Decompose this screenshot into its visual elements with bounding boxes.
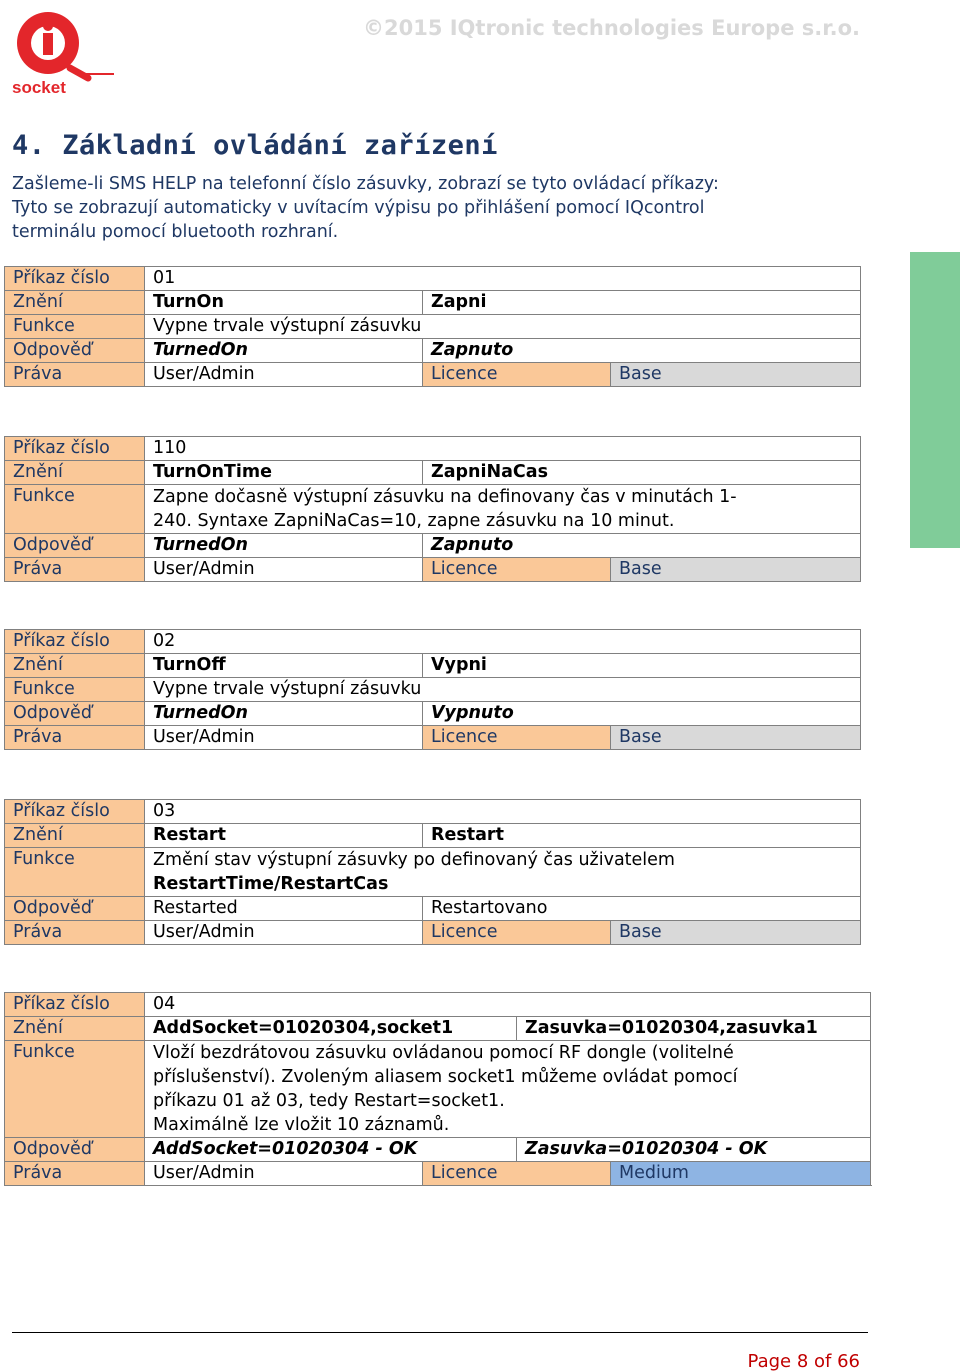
- label-syntax: Znění: [5, 654, 145, 678]
- label-function: Funkce: [5, 1041, 145, 1138]
- rights-user: User/Admin: [145, 726, 423, 750]
- syntax-cz: Zapni: [423, 291, 861, 315]
- rights-licence: Licence: [423, 363, 611, 387]
- reply-en: TurnedOn: [145, 534, 423, 558]
- intro-text: [12, 172, 892, 244]
- label-cmd: Příkaz číslo: [5, 630, 145, 654]
- rights-level: Base: [611, 363, 861, 387]
- intro-line: terminálu pomocí bluetooth rozhraní.: [12, 222, 339, 242]
- syntax-en: TurnOnTime: [145, 461, 423, 485]
- label-function: Funkce: [5, 678, 145, 702]
- command-table: [4, 799, 861, 945]
- syntax-cz: Zasuvka=01020304,zasuvka1: [517, 1017, 871, 1041]
- reply-cz: Vypnuto: [423, 702, 861, 726]
- label-function: Funkce: [5, 315, 145, 339]
- command-table: [4, 436, 861, 582]
- cmd-number: 110: [145, 437, 861, 461]
- syntax-cz: ZapniNaCas: [423, 461, 861, 485]
- syntax-cz: Vypni: [423, 654, 861, 678]
- label-rights: Práva: [5, 1162, 145, 1186]
- label-function: Funkce: [5, 848, 145, 897]
- label-syntax: Znění: [5, 461, 145, 485]
- rights-licence: Licence: [423, 558, 611, 582]
- label-reply: Odpověď: [5, 1138, 145, 1162]
- function-line: Zapne dočasně výstupní zásuvku na definovany čas v minutách 1-: [153, 487, 737, 507]
- reply-cz: Zapnuto: [423, 534, 861, 558]
- label-syntax: Znění: [5, 1017, 145, 1041]
- reply-cz: Zapnuto: [423, 339, 861, 363]
- reply-cz: Restartovano: [423, 897, 861, 921]
- side-accent-bar: [910, 252, 960, 548]
- syntax-cz: Restart: [423, 824, 861, 848]
- cmd-number: 03: [145, 800, 861, 824]
- rights-level: Base: [611, 558, 861, 582]
- rights-user: User/Admin: [145, 363, 423, 387]
- reply-cz: Zasuvka=01020304 - OK: [517, 1138, 871, 1162]
- label-rights: Práva: [5, 558, 145, 582]
- function-text: Vypne trvale výstupní zásuvku: [145, 315, 861, 339]
- logo-text: socket: [12, 78, 66, 96]
- syntax-en: AddSocket=01020304,socket1: [145, 1017, 517, 1041]
- label-reply: Odpověď: [5, 534, 145, 558]
- command-table: [4, 629, 861, 750]
- page-number: Page 8 of 66: [747, 1351, 860, 1372]
- function-line: příkazu 01 až 03, tedy Restart=socket1.: [153, 1091, 505, 1111]
- copyright: ©2015 IQtronic technologies Europe s.r.o.: [362, 16, 860, 40]
- label-rights: Práva: [5, 726, 145, 750]
- syntax-en: TurnOff: [145, 654, 423, 678]
- rights-level: Medium: [611, 1162, 871, 1186]
- function-line: 240. Syntaxe ZapniNaCas=10, zapne zásuvku na 10 minut.: [153, 511, 675, 531]
- label-reply: Odpověď: [5, 339, 145, 363]
- command-table: [4, 266, 861, 387]
- function-text: Vypne trvale výstupní zásuvku: [145, 678, 861, 702]
- rights-user: User/Admin: [145, 1162, 423, 1186]
- rights-licence: Licence: [423, 726, 611, 750]
- rights-level: Base: [611, 921, 861, 945]
- label-reply: Odpověď: [5, 702, 145, 726]
- label-function: Funkce: [5, 485, 145, 534]
- cmd-number: 02: [145, 630, 861, 654]
- intro-line: Zašleme-li SMS HELP na telefonní číslo zásuvky, zobrazí se tyto ovládací příkazy:: [12, 174, 719, 194]
- rights-level: Base: [611, 726, 861, 750]
- label-syntax: Znění: [5, 824, 145, 848]
- reply-en: TurnedOn: [145, 339, 423, 363]
- syntax-en: Restart: [145, 824, 423, 848]
- section-title: 4. Základní ovládání zařízení: [12, 130, 498, 161]
- label-syntax: Znění: [5, 291, 145, 315]
- rights-licence: Licence: [423, 921, 611, 945]
- function-line: příslušenství). Zvoleným aliasem socket1 můžeme ovládat pomocí: [153, 1067, 738, 1087]
- rights-licence: Licence: [423, 1162, 611, 1186]
- syntax-en: TurnOn: [145, 291, 423, 315]
- label-cmd: Příkaz číslo: [5, 267, 145, 291]
- label-cmd: Příkaz číslo: [5, 800, 145, 824]
- reply-en: AddSocket=01020304 - OK: [145, 1138, 517, 1162]
- label-cmd: Příkaz číslo: [5, 437, 145, 461]
- intro-line: Tyto se zobrazují automaticky v uvítacím výpisu po přihlášení pomocí IQcontrol: [12, 198, 705, 218]
- function-text: [145, 848, 861, 897]
- function-line: RestartTime/RestartCas: [153, 874, 389, 894]
- command-table: [4, 992, 871, 1186]
- function-text: [145, 1041, 871, 1138]
- cmd-number: 01: [145, 267, 861, 291]
- reply-en: TurnedOn: [145, 702, 423, 726]
- cmd-number: 04: [145, 993, 871, 1017]
- label-cmd: Příkaz číslo: [5, 993, 145, 1017]
- function-line: Vloží bezdrátovou zásuvku ovládanou pomocí RF dongle (volitelné: [153, 1043, 734, 1063]
- iqsocket-logo: [8, 6, 118, 96]
- reply-en: Restarted: [145, 897, 423, 921]
- function-line: Změní stav výstupní zásuvky po definovaný čas uživatelem: [153, 850, 675, 870]
- rights-user: User/Admin: [145, 921, 423, 945]
- function-text: [145, 485, 861, 534]
- label-reply: Odpověď: [5, 897, 145, 921]
- function-line: Maximálně lze vložit 10 záznamů.: [153, 1115, 450, 1135]
- label-rights: Práva: [5, 363, 145, 387]
- rights-user: User/Admin: [145, 558, 423, 582]
- label-rights: Práva: [5, 921, 145, 945]
- footer-divider: [12, 1332, 868, 1333]
